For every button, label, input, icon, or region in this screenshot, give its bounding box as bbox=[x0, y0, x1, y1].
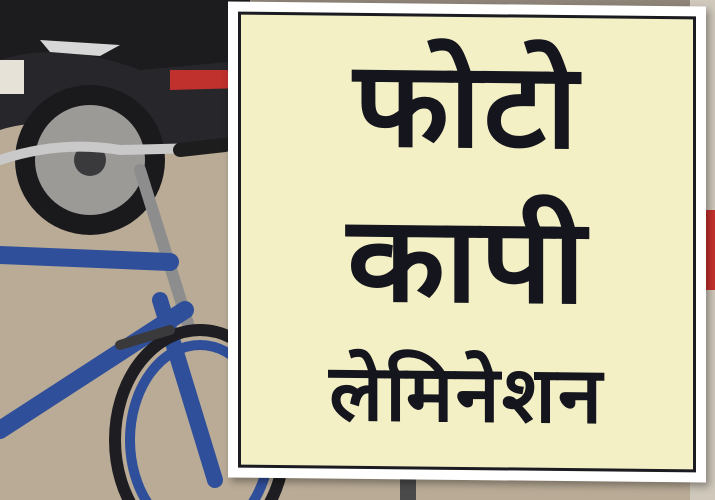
sign-line-copy: कापी bbox=[346, 189, 588, 331]
sign-line-lamination: लेमिनेशन bbox=[329, 348, 605, 442]
sign-panel bbox=[238, 12, 696, 473]
sign-line-photo: फोटो bbox=[353, 34, 581, 175]
shop-sign bbox=[228, 1, 706, 482]
